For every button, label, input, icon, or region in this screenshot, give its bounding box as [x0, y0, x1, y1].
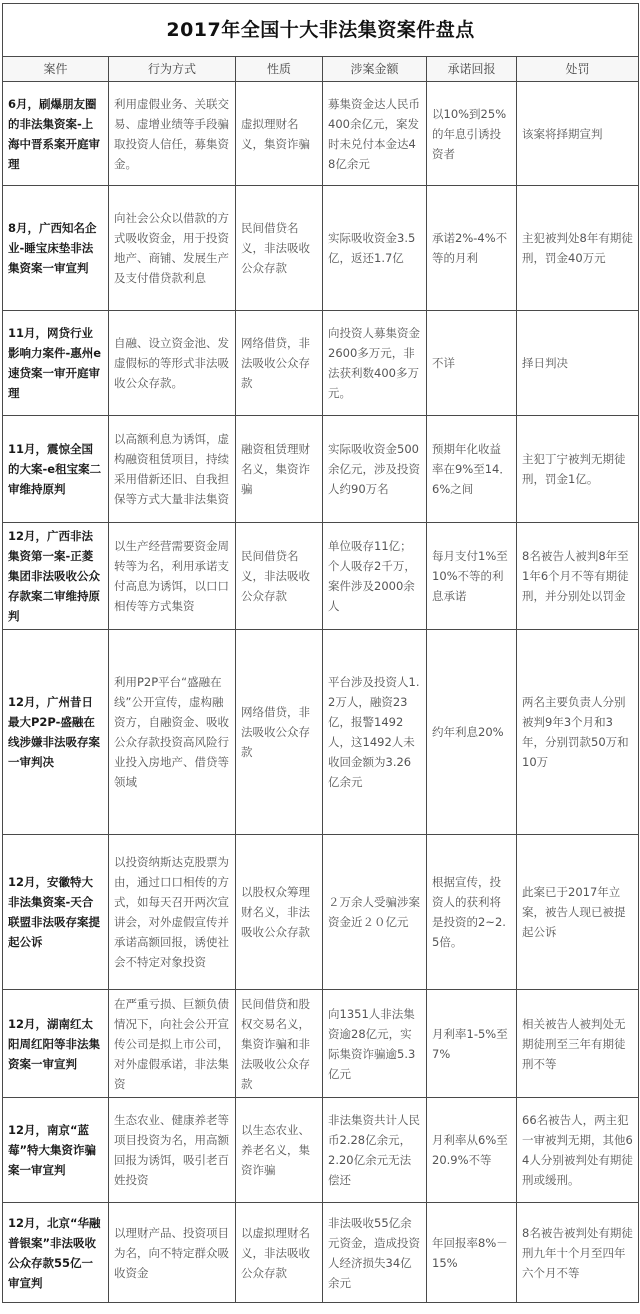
method-cell: 利用P2P平台“盛融在线”公开宣传，虚构融资方，自融资金、吸收公众存款投资高风险行业投入房地产、借贷等领域: [109, 630, 236, 835]
penalty-cell: 66名被告人，两主犯一审被判无期，其他64人分别被判处有期徒刑或缓刑。: [517, 1098, 639, 1203]
method-cell: 生态农业、健康养老等项目投资为名，用高额回报为诱饵，吸引老百姓投资: [109, 1098, 236, 1203]
return-cell: 月利率1-5%至7%: [427, 990, 517, 1098]
table-row: [3, 990, 639, 1098]
case-cell: 11月，震惊全国的大案-e租宝案二审维持原判: [3, 416, 109, 523]
method-cell: 在严重亏损、巨额负债情况下，向社会公开宣传公司是拟上市公司，对外虚假承诺，非法集资: [109, 990, 236, 1098]
amount-cell: 非法集资共计人民币2.28亿余元，2.20亿余元无法偿还: [323, 1098, 427, 1203]
nature-cell: 以虚拟理财名义，非法吸收公众存款: [236, 1203, 323, 1303]
amount-cell: 非法吸收55亿余元资金，造成投资人经济损失34亿余元: [323, 1203, 427, 1303]
table-row: [3, 630, 639, 835]
amount-cell: 平台涉及投资人1.2万人，融资23亿，报警1492人，这1492人未收回金额为3.26亿余元: [323, 630, 427, 835]
title-row: [3, 4, 639, 57]
nature-cell: 民间借贷名义，非法吸收公众存款: [236, 523, 323, 630]
penalty-cell: 相关被告人被判处无期徒刑至三年有期徒刑不等: [517, 990, 639, 1098]
case-cell: 12月，湖南红太阳周红阳等非法集资案一审宣判: [3, 990, 109, 1098]
nature-cell: 以股权众筹理财名义，非法吸收公众存款: [236, 835, 323, 990]
return-cell: 月利率从6%至20.9%不等: [427, 1098, 517, 1203]
header-penalty: 处罚: [517, 57, 639, 82]
method-cell: 以生产经营需要资金周转等为名，利用承诺支付高息为诱饵，以口口相传等方式集资: [109, 523, 236, 630]
table-row: [3, 416, 639, 523]
return-cell: 预期年化收益率在9%至14．6%之间: [427, 416, 517, 523]
table-row: [3, 1203, 639, 1303]
penalty-cell: 8名被告被判处有期徒刑九年十个月至四年六个月不等: [517, 1203, 639, 1303]
return-cell: 以10%到25%的年息引诱投资者: [427, 82, 517, 186]
case-cell: 12月，广西非法集资第一案-正菱集团非法吸收公众存款案二审维持原判: [3, 523, 109, 630]
case-cell: 8月，广西知名企业-睡宝床垫非法集资案一审宣判: [3, 186, 109, 311]
nature-cell: 民间借贷名义，非法吸收公众存款: [236, 186, 323, 311]
case-cell: 6月，刷爆朋友圈的非法集资案-上海中晋系案开庭审理: [3, 82, 109, 186]
nature-cell: 以生态农业、养老名义，集资诈骗: [236, 1098, 323, 1203]
amount-cell: ２万余人受骗涉案资金近２０亿元: [323, 835, 427, 990]
nature-cell: 网络借贷，非法吸收公众存款: [236, 630, 323, 835]
return-cell: 不详: [427, 311, 517, 416]
case-cell: 12月，南京“蓝莓”特大集资诈骗案一审宣判: [3, 1098, 109, 1203]
case-cell: 11月，网贷行业影响力案件-惠州e速贷案一审开庭审理: [3, 311, 109, 416]
return-cell: 承诺2%-4%不等的月利: [427, 186, 517, 311]
header-case: 案件: [3, 57, 109, 82]
method-cell: 利用虚假业务、关联交易、虚增业绩等手段骗取投资人信任，募集资金。: [109, 82, 236, 186]
penalty-cell: 8名被告人被判8年至1年6个月不等有期徒刑，并分别处以罚金: [517, 523, 639, 630]
amount-cell: 募集资金达人民币400余亿元，案发时未兑付本金达48亿余元: [323, 82, 427, 186]
penalty-cell: 两名主要负责人分别被判9年3个月和3年，分别罚款50万和10万: [517, 630, 639, 835]
penalty-cell: 择日判决: [517, 311, 639, 416]
amount-cell: 向1351人非法集资逾28亿元，实际集资诈骗逾5.3亿元: [323, 990, 427, 1098]
nature-cell: 虚拟理财名义，集资诈骗: [236, 82, 323, 186]
nature-cell: 融资租赁理财名义，集资诈骗: [236, 416, 323, 523]
return-cell: 根据宣传，投资人的获利将是投资的2~2.5倍。: [427, 835, 517, 990]
method-cell: 向社会公众以借款的方式吸收资金，用于投资地产、商铺、发展生产及支付借贷款利息: [109, 186, 236, 311]
header-nature: 性质: [236, 57, 323, 82]
return-cell: 年回报率8%－15%: [427, 1203, 517, 1303]
amount-cell: 实际吸收资金3.5亿，返还1.7亿: [323, 186, 427, 311]
penalty-cell: 此案已于2017年立案，被告人现已被提起公诉: [517, 835, 639, 990]
case-cell: 12月，北京“华融普银案”非法吸收公众存款55亿一审宣判: [3, 1203, 109, 1303]
method-cell: 以投资纳斯达克股票为由，通过口口相传的方式，如每天召开两次宣讲会，对外虚假宣传并承诺高额回报，诱使社会不特定对象投资: [109, 835, 236, 990]
table-row: [3, 311, 639, 416]
header-amount: 涉案金额: [323, 57, 427, 82]
amount-cell: 实际吸收资金500余亿元，涉及投资人约90万名: [323, 416, 427, 523]
nature-cell: 民间借贷和股权交易名义，集资诈骗和非法吸收公众存款: [236, 990, 323, 1098]
case-cell: 12月，安徽特大非法集资案-天合联盟非法吸存案提起公诉: [3, 835, 109, 990]
header-method: 行为方式: [109, 57, 236, 82]
header-row: [3, 57, 639, 82]
case-cell: 12月，广州昔日最大P2P-盛融在线涉嫌非法吸存案一审判决: [3, 630, 109, 835]
method-cell: 以理财产品、投资项目为名，向不特定群众吸收资金: [109, 1203, 236, 1303]
table-title: 2017年全国十大非法集资案件盘点: [3, 4, 639, 57]
method-cell: 自融、设立资金池、发虚假标的等形式非法吸收公众存款。: [109, 311, 236, 416]
amount-cell: 向投资人募集资金2600多万元，非法获利数400多万元。: [323, 311, 427, 416]
table-row: [3, 835, 639, 990]
penalty-cell: 该案将择期宣判: [517, 82, 639, 186]
method-cell: 以高额利息为诱饵，虚构融资租赁项目，持续采用借新还旧、自我担保等方式大量非法集资: [109, 416, 236, 523]
table-row: [3, 186, 639, 311]
table-row: [3, 1098, 639, 1203]
case-table: [2, 3, 639, 1303]
amount-cell: 单位吸存11亿；个人吸存2千万，案件涉及2000余人: [323, 523, 427, 630]
return-cell: 约年利息20%: [427, 630, 517, 835]
table-row: [3, 523, 639, 630]
return-cell: 每月支付1%至10%不等的利息承诺: [427, 523, 517, 630]
nature-cell: 网络借贷，非法吸收公众存款: [236, 311, 323, 416]
header-return: 承诺回报: [427, 57, 517, 82]
table-row: [3, 82, 639, 186]
penalty-cell: 主犯丁宁被判无期徒刑，罚金1亿。: [517, 416, 639, 523]
penalty-cell: 主犯被判处8年有期徒刑，罚金40万元: [517, 186, 639, 311]
document-page: [2, 3, 638, 1308]
